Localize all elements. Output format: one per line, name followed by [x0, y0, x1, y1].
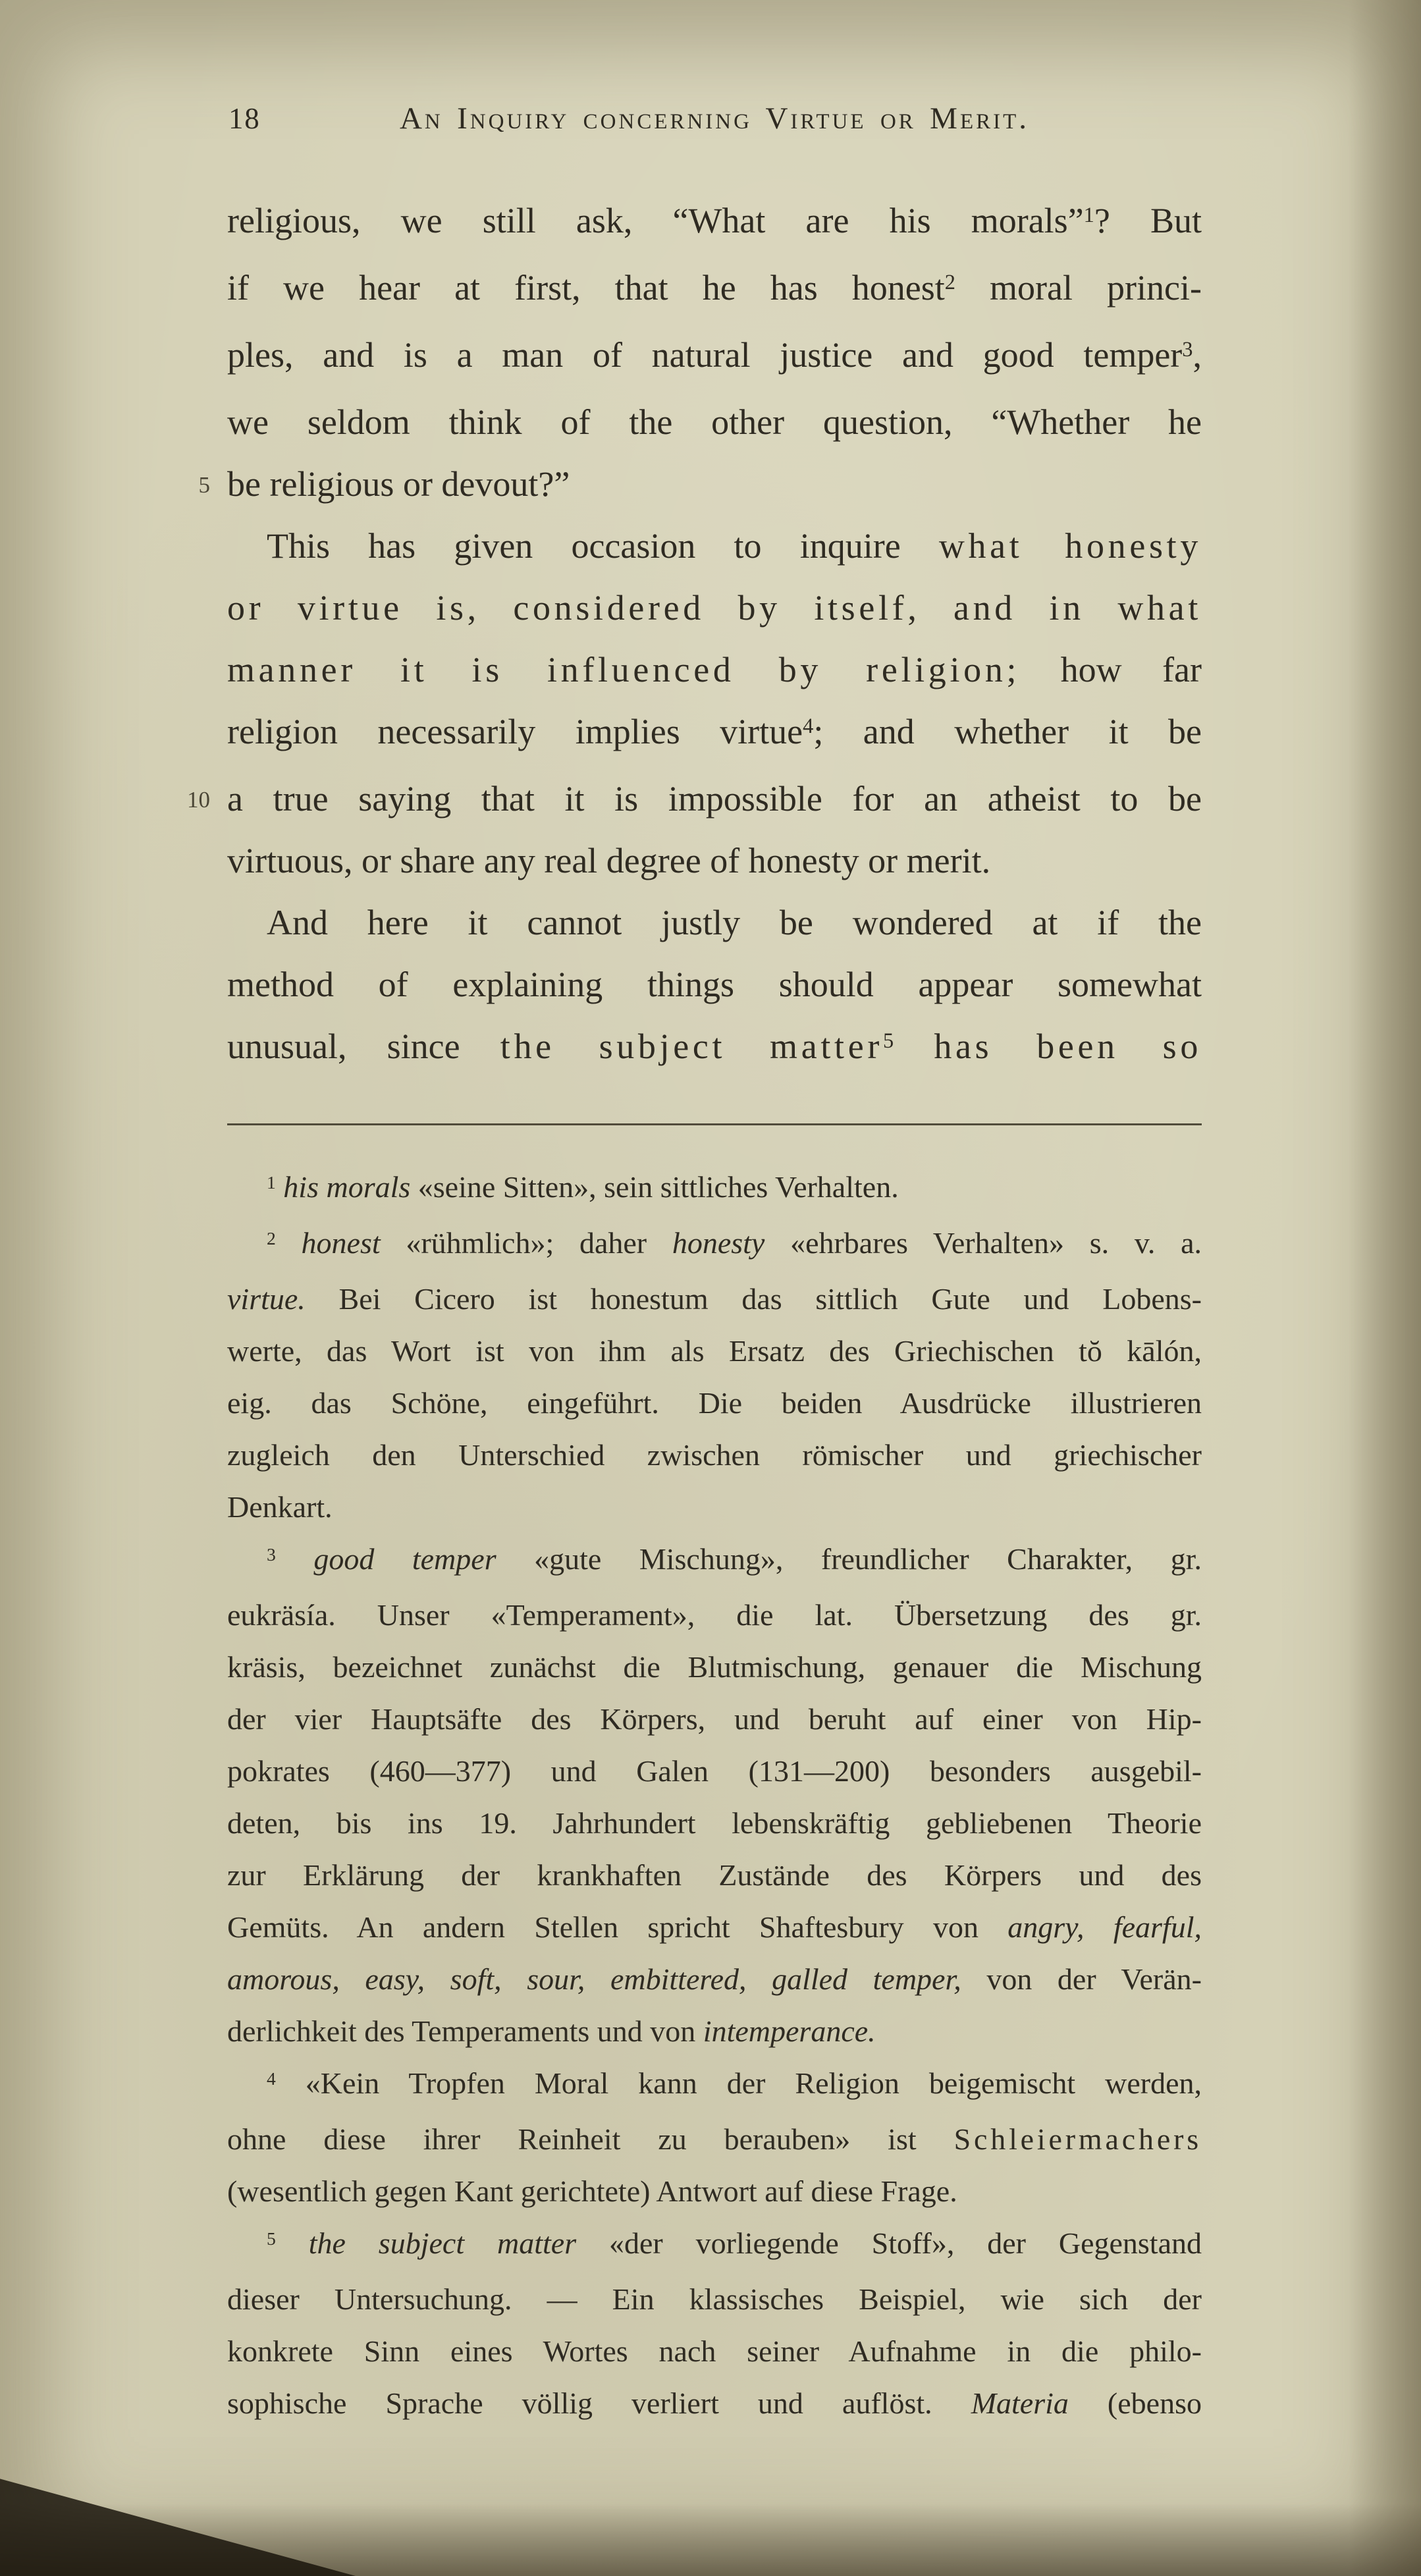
- text-run: «Kein Tropfen Moral kann der Religion beigemischt werden,: [275, 2066, 1202, 2100]
- margin-line-number: 10: [187, 787, 210, 813]
- text-run: Gemüts. An andern Stellen spricht Shaftesbury von: [227, 1910, 1008, 1944]
- text-run: good temper: [313, 1542, 496, 1576]
- footnote-marker: 3: [267, 1543, 276, 1565]
- text-line: [227, 2217, 1202, 2273]
- text-column: [187, 97, 1202, 2429]
- text-line: [227, 892, 1202, 953]
- text-run: method of explaining things should appear somewhat: [227, 965, 1202, 1004]
- text-run: Materia: [971, 2386, 1069, 2420]
- text-run: virtuous, or share any real degree of honesty or merit.: [227, 841, 991, 880]
- text-line: [227, 1901, 1202, 1953]
- footnotes-block: [227, 1161, 1202, 2429]
- text-line: [227, 2165, 1202, 2217]
- text-line: [227, 1325, 1202, 1377]
- text-run: manner it is influenced by religion;: [227, 650, 1021, 689]
- text-run: or virtue is, considered by itself, and in what: [227, 588, 1202, 628]
- text-line: [227, 953, 1202, 1015]
- text-run: [894, 1027, 934, 1066]
- text-run: honesty: [672, 1226, 765, 1260]
- text-run: unusual, since: [227, 1027, 500, 1066]
- text-line: [227, 1217, 1202, 1273]
- text-run: [276, 2226, 309, 2260]
- text-line: [227, 2377, 1202, 2429]
- footnote-marker: 1: [267, 1171, 276, 1193]
- text-line: [227, 639, 1202, 701]
- text-run: werte, das Wort ist von ihm als Ersatz des Griechischen tŏ kālón,: [227, 1334, 1202, 1368]
- text-line: [227, 2325, 1202, 2377]
- text-line: [227, 1273, 1202, 1325]
- text-line: [227, 1797, 1202, 1849]
- text-run: Bei Cicero ist honestum das sittlich Gute und Lobens-: [305, 1282, 1202, 1316]
- text-line: [227, 391, 1202, 453]
- text-run: ? But: [1094, 201, 1202, 240]
- text-run: «seine Sitten», sein sittliches Verhalten.: [410, 1170, 899, 1204]
- running-head: [227, 97, 1202, 140]
- text-run: «ehrbares Verhalten» s. v. a.: [764, 1226, 1202, 1260]
- text-run: ohne diese ihrer Reinheit zu berauben» ist: [227, 2122, 954, 2156]
- text-run: kräsis, bezeichnet zunächst die Blutmischung, genauer die Mischung: [227, 1650, 1202, 1684]
- text-run: pokrates (460—377) und Galen (131—200) besonders ausgebil-: [227, 1754, 1202, 1788]
- text-line: [227, 2057, 1202, 2113]
- text-run: And here it cannot justly be wondered at if the: [267, 903, 1202, 942]
- text-run: [276, 1170, 284, 1204]
- text-line: [227, 1849, 1202, 1901]
- text-run: ,: [1193, 335, 1202, 375]
- footnote-marker: 2: [944, 271, 955, 295]
- text-run: moral princi-: [955, 268, 1202, 308]
- footnote-marker: 5: [883, 1029, 894, 1054]
- text-run: has been so: [934, 1027, 1202, 1066]
- text-run: intemperance.: [703, 2014, 876, 2048]
- text-run: zugleich den Unterschied zwischen römischer und griechischer: [227, 1438, 1202, 1472]
- text-run: what honesty: [938, 526, 1202, 566]
- text-run: This has given occasion to inquire: [267, 526, 939, 566]
- text-line: [227, 1161, 1202, 1217]
- text-run: honest: [301, 1226, 381, 1260]
- margin-line-number: 5: [198, 472, 210, 498]
- text-line: [227, 1533, 1202, 1589]
- text-run: [276, 1226, 302, 1260]
- page-number: 18: [228, 102, 261, 135]
- text-run: religion necessarily implies virtue: [227, 712, 803, 751]
- text-run: a true saying that it is impossible for an atheist to be: [227, 779, 1202, 818]
- text-run: Schleiermachers: [953, 2122, 1202, 2156]
- running-title: An Inquiry concerning Virtue or Merit.: [400, 101, 1029, 136]
- text-run: (wesentlich gegen Kant gerichtete) Antwort auf diese Frage.: [227, 2174, 957, 2208]
- text-run: if we hear at first, that he has honest: [227, 268, 945, 308]
- text-line: [227, 515, 1202, 577]
- text-run: derlichkeit des Temperaments und von: [227, 2014, 703, 2048]
- text-run: eig. das Schöne, eingeführt. Die beiden Ausdrücke illustrieren: [227, 1386, 1202, 1420]
- text-line: [227, 2113, 1202, 2165]
- text-run: ples, and is a man of natural justice and good temper: [227, 335, 1183, 375]
- text-run: «gute Mischung», freundlicher Charakter, gr.: [496, 1542, 1202, 1576]
- text-line: [227, 1429, 1202, 1481]
- text-line: [227, 2005, 1202, 2057]
- text-line: [227, 1377, 1202, 1429]
- text-line: [227, 1693, 1202, 1745]
- footnote-marker: 4: [803, 714, 814, 739]
- text-run: von der Verän-: [961, 1962, 1202, 1996]
- text-line: [227, 1481, 1202, 1533]
- text-run: eukräsía. Unser «Temperament», die lat. Übersetzung des gr.: [227, 1598, 1202, 1632]
- scan-corner-shadow: [0, 2457, 356, 2576]
- page-edge-shadow-right: [1349, 0, 1421, 2576]
- text-line: [227, 1745, 1202, 1797]
- text-line: [227, 2273, 1202, 2325]
- text-line: [227, 1953, 1202, 2005]
- text-line: [227, 190, 1202, 257]
- footnote-marker: 2: [267, 1227, 276, 1248]
- text-run: religious, we still ask, “What are his morals”: [227, 201, 1084, 240]
- text-run: «der vorliegende Stoff», der Gegenstand: [576, 2226, 1202, 2260]
- text-line: [227, 830, 1202, 892]
- text-run: «rühmlich»; daher: [380, 1226, 672, 1260]
- text-run: dieser Untersuchung. — Ein klassisches Beispiel, wie sich der: [227, 2282, 1202, 2316]
- text-run: zur Erklärung der krankhaften Zustände des Körpers und des: [227, 1858, 1202, 1892]
- footnote-marker: 1: [1083, 203, 1094, 228]
- text-line: [227, 1641, 1202, 1693]
- text-run: [276, 1542, 314, 1576]
- text-run: konkrete Sinn eines Wortes nach seiner Aufnahme in die philo-: [227, 2334, 1202, 2368]
- main-text-block: [187, 190, 1202, 1083]
- text-run: his morals: [283, 1170, 411, 1204]
- footnote-marker: 5: [267, 2228, 276, 2249]
- text-line: [227, 577, 1202, 639]
- text-run: ; and whether it be: [813, 712, 1202, 751]
- text-run: sophische Sprache völlig verliert und auflöst.: [227, 2386, 971, 2420]
- text-line: [227, 1589, 1202, 1641]
- text-run: the subject matter: [308, 2226, 577, 2260]
- text-line: [227, 1015, 1202, 1083]
- text-line: [227, 701, 1202, 768]
- text-run: der vier Hauptsäfte des Körpers, und beruht auf einer von Hip-: [227, 1702, 1202, 1736]
- text-run: amorous, easy, soft, sour, embittered, galled temper,: [227, 1962, 961, 1996]
- text-run: be religious or devout?”: [227, 464, 570, 504]
- text-run: the subject matter: [500, 1027, 883, 1066]
- text-line: [187, 768, 1202, 830]
- text-line: [227, 324, 1202, 391]
- text-run: deten, bis ins 19. Jahrhundert lebenskräftig gebliebenen Theorie: [227, 1806, 1202, 1840]
- text-run: we seldom think of the other question, “Whether he: [227, 402, 1202, 442]
- text-run: (ebenso: [1068, 2386, 1202, 2420]
- text-run: how far: [1020, 650, 1202, 689]
- text-run: Denkart.: [227, 1490, 333, 1524]
- footnote-separator-rule: [227, 1123, 1202, 1125]
- footnote-marker: 3: [1182, 338, 1193, 362]
- text-run: virtue.: [227, 1282, 306, 1316]
- text-line: [227, 257, 1202, 324]
- page-edge-shadow-bottom: [0, 2504, 1421, 2576]
- text-line: [198, 453, 1202, 515]
- text-run: angry, fearful,: [1007, 1910, 1202, 1944]
- footnote-marker: 4: [267, 2068, 276, 2089]
